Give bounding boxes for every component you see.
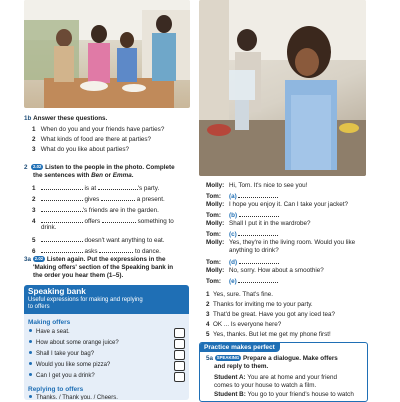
speaker-name: Tom: bbox=[206, 259, 221, 266]
item-text: 's party. bbox=[137, 185, 160, 192]
gap-label: (a) bbox=[229, 193, 237, 200]
dialogue-line bbox=[206, 276, 278, 286]
option-item bbox=[206, 311, 335, 319]
answer-blank[interactable] bbox=[101, 194, 135, 201]
exercise-number: 1b bbox=[24, 115, 32, 122]
answer-blank[interactable] bbox=[41, 205, 83, 212]
option-item bbox=[206, 301, 313, 309]
speaker-name: Molly: bbox=[206, 220, 225, 227]
answer-blank[interactable] bbox=[41, 183, 83, 190]
exercise-3a-heading bbox=[24, 256, 166, 264]
bullet-icon bbox=[29, 340, 32, 343]
student-text: You are at home and your friend bbox=[245, 374, 337, 381]
dialogue-line-cont: anything to drink? bbox=[229, 247, 279, 254]
speaking-bank-title: Speaking bank bbox=[28, 287, 86, 296]
offer-text: How about some orange juice? bbox=[36, 340, 119, 346]
exercise-instruction: Listen to the people in the photo. Complete bbox=[45, 164, 175, 171]
item-text: offers bbox=[84, 218, 101, 225]
dialogue-text: I hope you enjoy it. Can I take your jacket? bbox=[229, 201, 349, 208]
dialogue-line bbox=[206, 257, 279, 267]
question-2 bbox=[32, 136, 151, 144]
practice-instruction-line2: and reply to them. bbox=[214, 363, 269, 370]
gap-item-1 bbox=[32, 183, 159, 193]
option-number: 5 bbox=[206, 331, 210, 338]
answer-blank[interactable] bbox=[99, 246, 133, 253]
party-photo bbox=[24, 0, 190, 108]
exercise-number: 3a bbox=[24, 256, 32, 263]
bullet-icon bbox=[29, 362, 32, 365]
exercise-instruction: Answer these questions. bbox=[33, 115, 108, 122]
speaking-bank-header bbox=[24, 285, 189, 314]
speaking-bank-subtitle: to offers bbox=[28, 304, 50, 310]
option-item bbox=[206, 321, 281, 329]
student-label: Student B: bbox=[214, 391, 246, 398]
bullet-icon bbox=[29, 395, 32, 398]
speaker-name: Tom: bbox=[206, 231, 221, 238]
instruction-text: or bbox=[103, 172, 113, 179]
dialogue-line bbox=[206, 210, 279, 220]
offer-text: Have a seat. bbox=[36, 329, 70, 335]
question-number: 2 bbox=[32, 136, 36, 143]
gap-item-3 bbox=[32, 205, 159, 215]
order-checkbox[interactable] bbox=[174, 350, 185, 360]
speaker-name: Molly: bbox=[206, 182, 225, 189]
gap-label: (b) bbox=[229, 212, 238, 219]
student-b-line bbox=[214, 391, 354, 399]
bullet-icon bbox=[29, 373, 32, 376]
dialogue-text: No, sorry. How about a smoothie? bbox=[229, 267, 324, 274]
option-item bbox=[206, 291, 273, 299]
item-text: asks bbox=[84, 248, 98, 255]
answer-blank[interactable] bbox=[239, 257, 279, 264]
speaker-name: Molly: bbox=[206, 201, 225, 208]
item-number: 5 bbox=[32, 237, 36, 244]
option-text: Yes, sure. That's fine. bbox=[213, 291, 274, 298]
dialogue-line bbox=[206, 239, 355, 247]
instruction-text: . bbox=[131, 172, 134, 179]
speaker-name: Tom: bbox=[206, 193, 221, 200]
gap-item-6 bbox=[32, 246, 161, 256]
item-text: gives bbox=[84, 196, 100, 203]
option-text: That'd be great. Have you got any iced tea? bbox=[213, 311, 335, 318]
option-text: Yes, thanks. But let me get my phone first! bbox=[213, 331, 331, 338]
kitchen-photo bbox=[199, 0, 366, 176]
dialogue-text: Yes, they're in the living room. Would you like bbox=[229, 239, 356, 246]
instruction-text: the sentences with bbox=[33, 172, 92, 179]
order-checkbox[interactable] bbox=[174, 339, 185, 349]
item-text: is at bbox=[84, 185, 97, 192]
answer-blank[interactable] bbox=[238, 229, 278, 236]
item-text: something to bbox=[137, 218, 174, 225]
practice-heading bbox=[206, 355, 338, 363]
speaking-bank-box bbox=[24, 285, 189, 400]
offer-text: Shall I take your bag? bbox=[36, 351, 95, 357]
name-ben: Ben bbox=[91, 172, 103, 179]
exercise-3a-line2: 'Making offers' section of the Speaking bank in bbox=[33, 264, 174, 271]
item-number: 6 bbox=[32, 248, 36, 255]
offer-item bbox=[29, 340, 119, 346]
option-number: 2 bbox=[206, 301, 210, 308]
dialogue-line bbox=[206, 182, 307, 190]
item-text: a present. bbox=[136, 196, 165, 203]
exercise-number: 5a bbox=[206, 355, 214, 362]
gap-label: (c) bbox=[229, 231, 237, 238]
bullet-icon bbox=[29, 351, 32, 354]
speaker-name: Tom: bbox=[206, 278, 221, 285]
dialogue-line bbox=[206, 201, 348, 209]
answer-blank[interactable] bbox=[238, 276, 278, 283]
item-text: to dance. bbox=[134, 248, 161, 255]
question-1 bbox=[32, 126, 164, 134]
option-text: OK ... Is everyone here? bbox=[213, 321, 282, 328]
dialogue-line bbox=[206, 229, 278, 239]
student-a-line2: comes to your house to watch a film. bbox=[214, 382, 317, 389]
reply-text: Thanks. / Thank you. / Cheers. bbox=[36, 395, 118, 400]
question-number: 1 bbox=[32, 126, 36, 133]
dialogue-text: Shall I put it in the wardrobe? bbox=[229, 220, 311, 227]
answer-blank[interactable] bbox=[239, 210, 279, 217]
order-checkbox[interactable] bbox=[174, 372, 185, 382]
exercise-1b-heading bbox=[24, 115, 107, 123]
audio-icon[interactable]: 2.02 bbox=[34, 256, 44, 261]
answer-blank[interactable] bbox=[98, 183, 138, 190]
item-number: 4 bbox=[32, 218, 36, 225]
section-making-offers: Making offers bbox=[28, 319, 71, 326]
option-number: 3 bbox=[206, 311, 210, 318]
answer-blank[interactable] bbox=[102, 216, 136, 223]
item-text: doesn't want anything to eat. bbox=[84, 237, 165, 244]
name-emma: Emma bbox=[112, 172, 132, 179]
practice-box bbox=[199, 342, 368, 402]
answer-blank[interactable] bbox=[41, 246, 83, 253]
gap-item-4-cont: drink. bbox=[41, 224, 57, 231]
answer-blank[interactable] bbox=[41, 235, 83, 242]
question-text: What do you like about parties? bbox=[40, 146, 129, 153]
answer-blank[interactable] bbox=[41, 216, 83, 223]
item-text: 's friends are in the garden. bbox=[82, 207, 159, 214]
gap-label: (e) bbox=[229, 278, 237, 285]
dialogue-text: Hi, Tom. It's nice to see you! bbox=[229, 182, 308, 189]
speaker-name: Molly: bbox=[206, 267, 225, 274]
item-number: 1 bbox=[32, 185, 36, 192]
exercise-2-instruction-line2 bbox=[33, 172, 133, 180]
gap-label: (d) bbox=[229, 259, 238, 266]
dialogue-line bbox=[206, 267, 324, 275]
gap-item-5 bbox=[32, 235, 164, 245]
option-number: 1 bbox=[206, 291, 210, 298]
order-checkbox[interactable] bbox=[174, 361, 185, 371]
item-number: 2 bbox=[32, 196, 36, 203]
section-replying: Replying to offers bbox=[28, 386, 84, 393]
option-text: Thanks for inviting me to your party. bbox=[213, 301, 313, 308]
question-text: When do you and your friends have parties? bbox=[40, 126, 165, 133]
gap-item-2 bbox=[32, 194, 165, 204]
speaker-name: Molly: bbox=[206, 239, 225, 246]
option-item bbox=[206, 331, 331, 339]
question-number: 3 bbox=[32, 146, 36, 153]
exercise-2-heading bbox=[24, 164, 175, 172]
offer-item bbox=[29, 351, 94, 357]
student-a-line bbox=[214, 374, 337, 382]
student-label: Student A: bbox=[214, 374, 246, 381]
offer-item bbox=[29, 362, 110, 368]
offer-text: Can I get you a drink? bbox=[36, 373, 95, 379]
offer-text: Would you like some pizza? bbox=[36, 362, 111, 368]
offer-item bbox=[29, 329, 70, 335]
speaking-bank-subtitle: Useful expressions for making and replying bbox=[28, 297, 143, 303]
practice-tab: Practice makes perfect bbox=[200, 343, 280, 352]
answer-blank[interactable] bbox=[238, 191, 278, 198]
dialogue-line bbox=[206, 191, 278, 201]
bullet-icon bbox=[29, 329, 32, 332]
item-number: 3 bbox=[32, 207, 36, 214]
question-text: What kinds of food are there at parties? bbox=[40, 136, 152, 143]
practice-instruction: Prepare a dialogue. Make offers bbox=[242, 355, 338, 362]
speaker-name: Tom: bbox=[206, 212, 221, 219]
question-3 bbox=[32, 146, 129, 154]
offer-item bbox=[29, 373, 95, 379]
exercise-3a-line3: the order you hear them (1–5). bbox=[33, 272, 124, 279]
exercise-number: 2 bbox=[24, 164, 28, 171]
exercise-instruction: Listen again. Put the expressions in the bbox=[46, 256, 166, 263]
dialogue-line bbox=[206, 220, 311, 228]
option-number: 4 bbox=[206, 321, 210, 328]
reply-item bbox=[29, 395, 118, 400]
speaking-badge: SPEAKING bbox=[216, 355, 240, 360]
answer-blank[interactable] bbox=[41, 194, 83, 201]
student-text: You go to your friend's house to watch bbox=[245, 391, 354, 398]
order-checkbox[interactable] bbox=[174, 328, 185, 338]
audio-icon[interactable]: 2.02 bbox=[33, 164, 42, 169]
